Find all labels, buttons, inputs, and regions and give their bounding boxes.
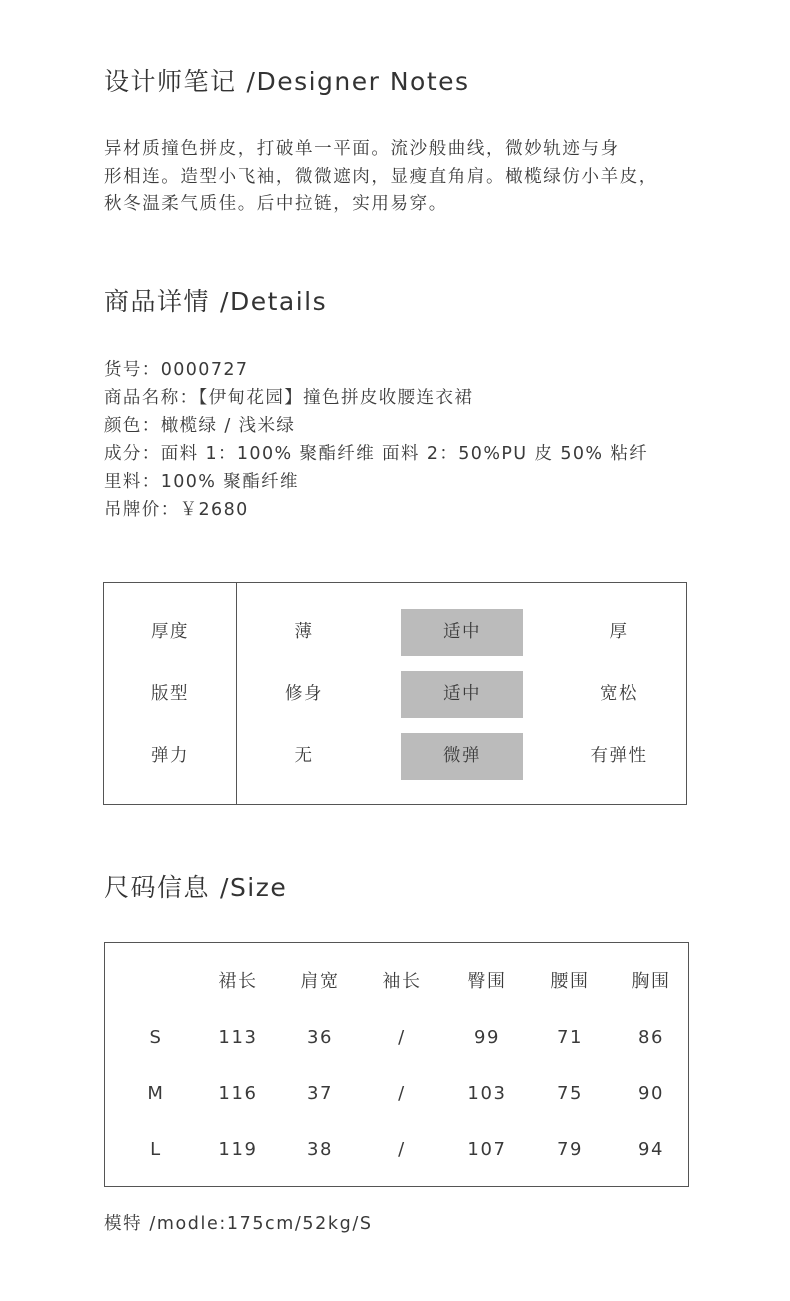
detail-item-color: 颜色：橄榄绿 / 浅米绿 (104, 416, 296, 436)
size-cell: 116 (218, 1083, 258, 1104)
size-cell: 79 (556, 1139, 584, 1160)
size-table (104, 942, 689, 1187)
details-list (104, 356, 648, 524)
size-cell: 113 (218, 1027, 258, 1048)
details-title-cn: 商品详情 (104, 287, 211, 316)
notes-line: 异材质撞色拼皮，打破单一平面。流沙般曲线，微妙轨迹与身 (104, 139, 620, 159)
size-header-hip: 臀围 (467, 971, 507, 992)
size-cell: 90 (637, 1083, 665, 1104)
notes-line: 形相连。造型小飞袖，微微遮肉，显瘦直角肩。橄榄绿仿小羊皮， (104, 166, 658, 187)
notes-line: 秋冬温柔气质佳。后中拉链，实用易穿。 (104, 194, 448, 214)
designer-notes-body (104, 136, 724, 219)
attribute-option: 无 (294, 746, 314, 766)
size-row-label: M (147, 1083, 165, 1104)
detail-item-lining: 里料：100% 聚酯纤维 (104, 472, 299, 492)
size-cell: 86 (637, 1027, 665, 1048)
designer-notes-title-cn: 设计师笔记 (104, 67, 237, 96)
designer-notes-title-en: /Designer Notes (246, 67, 470, 96)
details-title (104, 282, 327, 318)
detail-item-name: 商品名称：【伊甸花园】撞色拼皮收腰连衣裙 (104, 388, 474, 408)
attribute-option: 有弹性 (590, 746, 648, 766)
size-cell: 99 (473, 1027, 501, 1048)
detail-item-sku: 货号：0000727 (104, 360, 249, 380)
attribute-option: 修身 (285, 684, 323, 704)
size-cell: 38 (306, 1139, 334, 1160)
size-cell: 75 (556, 1083, 584, 1104)
size-row-label: L (150, 1139, 162, 1160)
detail-item-composition: 成分：面料 1：100% 聚酯纤维 面料 2：50%PU 皮 50% 粘纤 (104, 444, 649, 464)
size-header-bust: 胸围 (631, 971, 671, 992)
size-cell: / (398, 1139, 406, 1160)
size-cell: / (398, 1083, 406, 1104)
detail-item-price: 吊牌价：￥2680 (104, 500, 249, 520)
attribute-option: 薄 (294, 622, 314, 642)
size-cell: 103 (467, 1083, 507, 1104)
attribute-option-selected: 适中 (401, 609, 523, 656)
size-title (104, 868, 287, 904)
model-note: 模特 /modle:175cm/52kg/S (104, 1214, 373, 1234)
size-header-waist: 腰围 (550, 971, 590, 992)
attribute-option-selected: 微弹 (401, 733, 523, 780)
size-cell: 94 (637, 1139, 665, 1160)
size-header-length: 裙长 (218, 971, 258, 992)
size-row-label: S (149, 1027, 163, 1048)
size-cell: 119 (218, 1139, 258, 1160)
size-cell: 36 (306, 1027, 334, 1048)
designer-notes-title (104, 62, 470, 98)
attribute-option-selected: 适中 (401, 671, 523, 718)
attribute-row-thickness (104, 609, 686, 656)
attribute-row-fit (104, 671, 686, 718)
attribute-label: 厚度 (151, 622, 189, 642)
size-header-sleeve: 袖长 (382, 971, 422, 992)
attribute-row-stretch (104, 733, 686, 780)
size-title-en: /Size (220, 873, 288, 902)
size-header-empty (116, 969, 196, 995)
attribute-table (103, 582, 687, 805)
size-cell: 37 (306, 1083, 334, 1104)
attribute-option: 厚 (609, 622, 629, 642)
size-cell: 71 (556, 1027, 584, 1048)
size-cell: / (398, 1027, 406, 1048)
size-header-shoulder: 肩宽 (300, 971, 340, 992)
size-title-cn: 尺码信息 (104, 873, 211, 902)
attribute-label: 弹力 (151, 746, 189, 766)
attribute-label: 版型 (151, 684, 189, 704)
details-title-en: /Details (220, 287, 328, 316)
size-cell: 107 (467, 1139, 507, 1160)
attribute-option: 宽松 (600, 684, 638, 704)
